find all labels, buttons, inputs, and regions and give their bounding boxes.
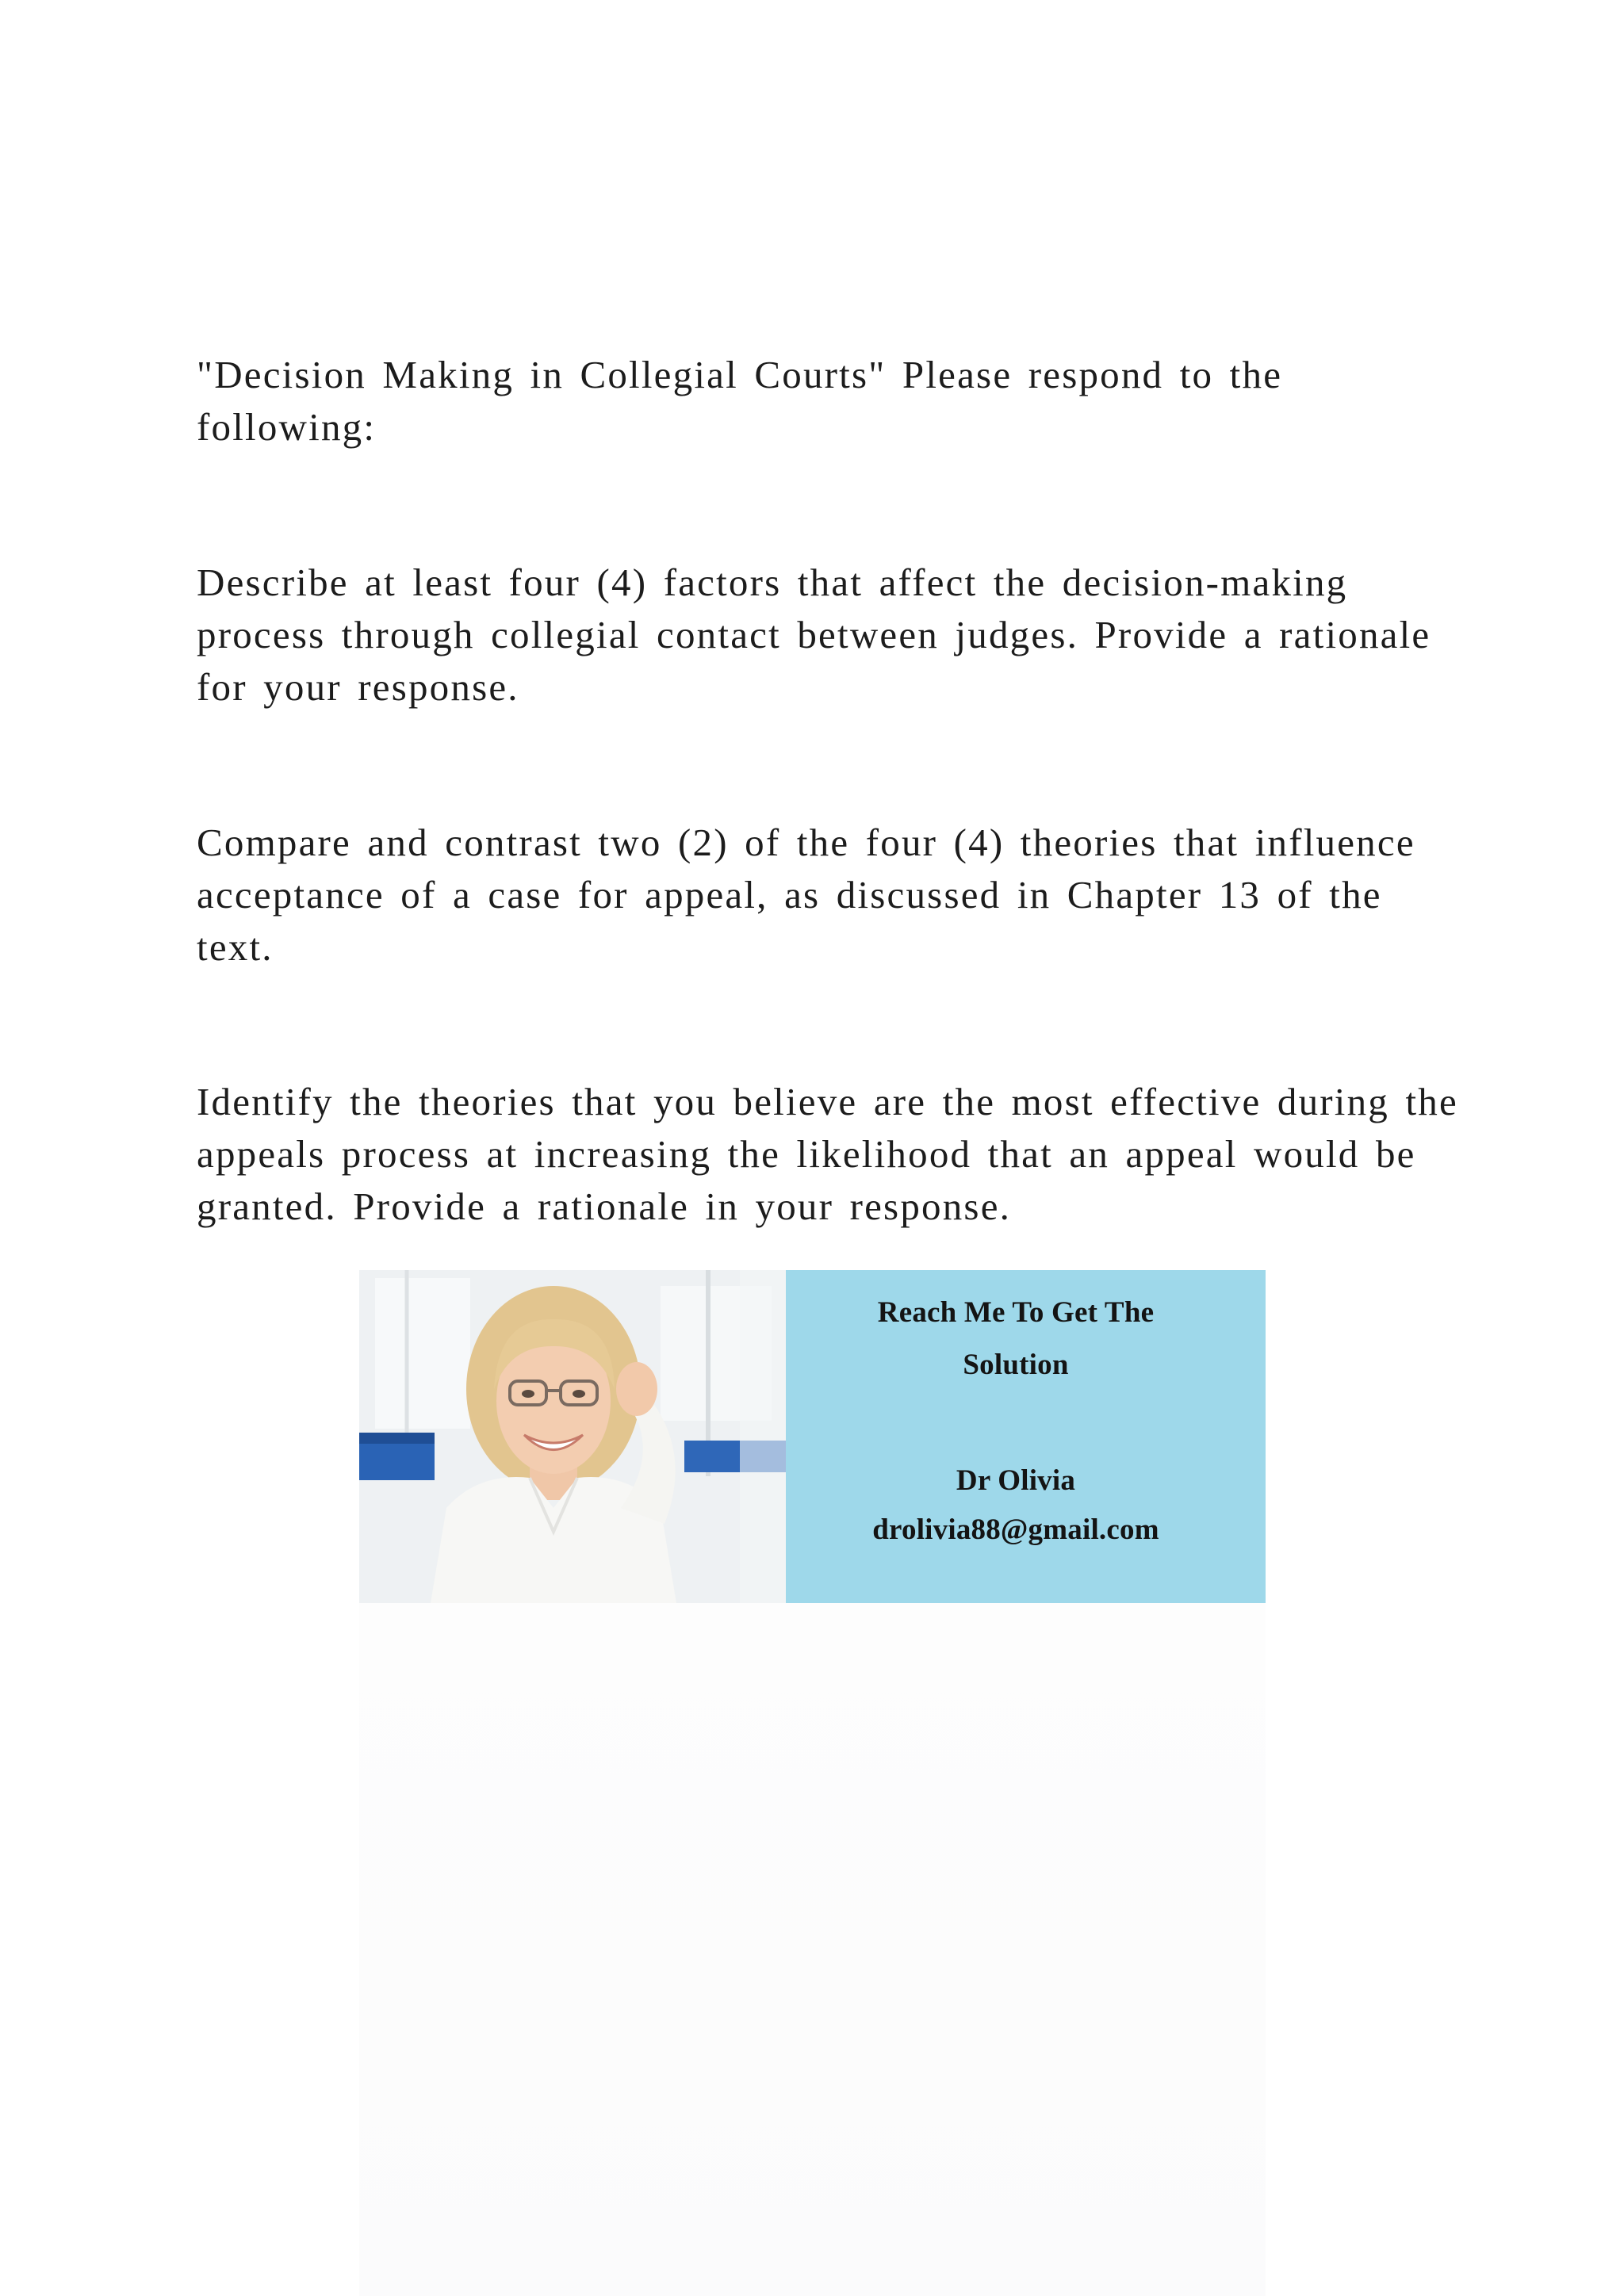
contact-email: drolivia88@gmail.com [872,1513,1159,1546]
woman-with-glasses-photo-icon [359,1270,786,1603]
banner-shadow-area [359,1603,1266,2296]
question-paragraph-2: Compare and contrast two (2) of the four (4) theories that influence acceptance of a case for appeal, as discussed in Chapter 13 of the text. [197,821,1415,969]
banner-headline-continued: Solution [963,1349,1069,1381]
assignment-title: "Decision Making in Collegial Courts" Please respond to the following: [197,353,1283,449]
banner-headline: Reach Me To Get The [877,1296,1155,1329]
contact-name: Dr Olivia [956,1464,1076,1497]
contact-banner [359,1270,1266,1603]
contact-info-panel [786,1270,1266,1603]
question-paragraph-1: Describe at least four (4) factors that affect the decision-making process through collegial contact between judges. Provide a rationale for your response. [197,561,1431,709]
question-paragraph-3: Identify the theories that you believe are the most effective during the appeals process at increasing the likelihood that an appeal would be granted. Provide a rationale in your response. [197,1080,1458,1228]
